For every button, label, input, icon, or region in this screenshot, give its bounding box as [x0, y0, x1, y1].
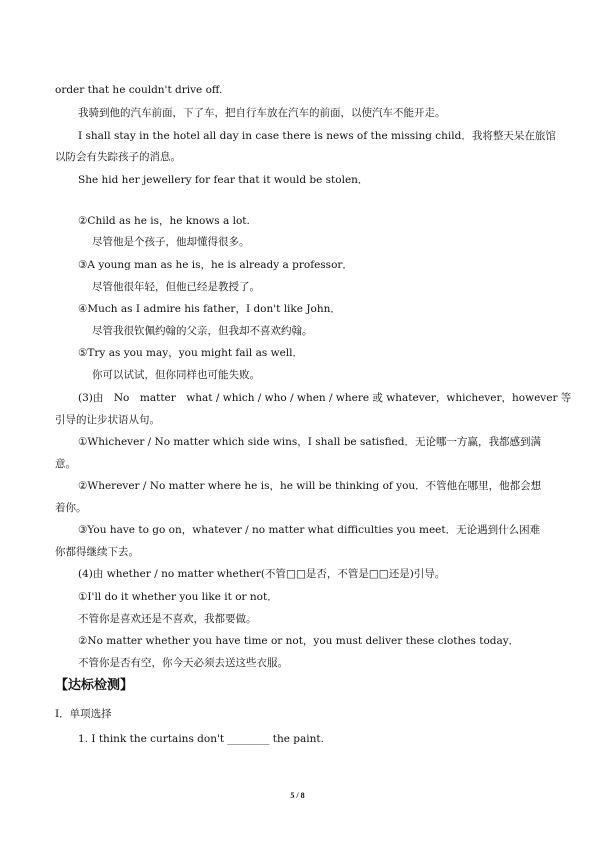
text-line: ①I'll do it whether you like it or not．: [78, 591, 278, 603]
text-line: ①Whichever / No matter which side wins，I shall be satisfied．无论哪一方赢，我都感到满: [78, 436, 542, 448]
text-line: (4)由 whether / no matter whether(不管□□是否，不管是□□还是)引导。: [78, 568, 446, 580]
text-line: 尽管他是个孩子，他却懂得很多。: [92, 236, 250, 248]
text-line: ③You have to go on，whatever / no matter what difficulties you meet．无论遇到什么困难: [78, 524, 541, 536]
text-line: 尽管他很年轻，但他已经是教授了。: [92, 281, 260, 293]
text-line: Ⅰ．单项选择: [55, 708, 112, 720]
text-line: ⑤Try as you may，you might fail as well．: [78, 347, 304, 359]
text-line: I shall stay in the hotel all day in case there is news of the missing child．我将整天呆在旅馆: [78, 130, 556, 142]
section-heading: 【达标检测】: [55, 678, 134, 693]
text-line: 不管你是喜欢还是不喜欢，我都要做。: [78, 613, 257, 625]
text-line: 不管你是否有空，你今天必须去送这些衣服。: [78, 657, 288, 669]
text-line: 你可以试试，但你同样也可能失败。: [92, 369, 260, 381]
question-line: 1. I think the curtains don't ________ the paint.: [78, 733, 324, 745]
text-line: 着你。: [55, 502, 87, 514]
text-line: ②Child as he is，he knows a lot.: [78, 215, 250, 227]
text-line: ②Wherever / No matter where he is，he will be thinking of you．不管他在哪里，他都会想: [78, 480, 542, 492]
text-line: 我骑到他的汽车前面，下了车，把自行车放在汽车的前面，以使汽车不能开走。: [78, 107, 446, 119]
text-line: order that he couldn't drive off.: [55, 84, 223, 96]
text-line: 尽管我很钦佩约翰的父亲，但我却不喜欢约翰。: [92, 325, 313, 337]
text-line: 你都得继续下去。: [55, 546, 139, 558]
page-number: 5 / 8: [290, 791, 305, 800]
text-line: 引导的让步状语从句。: [55, 414, 160, 426]
text-line: (3)由 No matter what / which / who / when / where 或 whatever，whichever，however 等: [78, 392, 572, 404]
text-line: She hid her jewellery for fear that it would be stolen．: [78, 174, 369, 186]
text-line: ③A young man as he is，he is already a professor．: [78, 259, 353, 271]
text-line: 意。: [55, 458, 76, 470]
text-line: ④Much as I admire his father，I don't like John．: [78, 303, 341, 315]
text-line: ②No matter whether you have time or not，you must deliver these clothes today．: [78, 635, 520, 647]
text-line: 以防会有失踪孩子的消息。: [55, 151, 181, 163]
